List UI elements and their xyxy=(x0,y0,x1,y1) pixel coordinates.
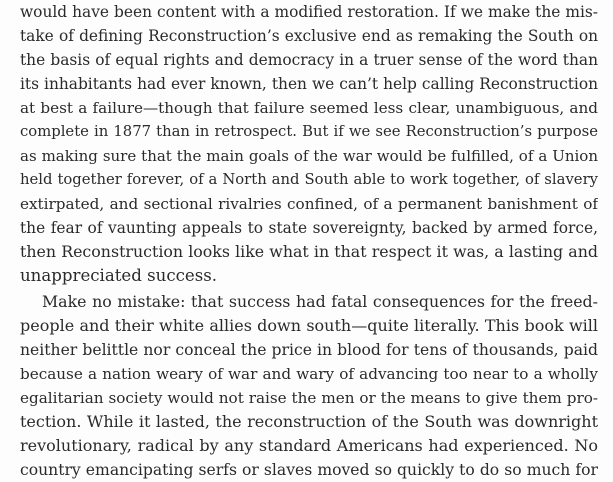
text-line: the basis of equal rights and democracy in a truer sense of the word than xyxy=(20,51,598,69)
text-line: extirpated, and sectional rivalries confined, of a permanent banishment of xyxy=(20,195,598,213)
text-line: people and their white allies down south—quite literally. This book will xyxy=(20,316,598,335)
text-line: country emancipating serfs or slaves moved so quickly to do so much for xyxy=(20,461,598,479)
text-line: neither belittle nor conceal the price in blood for tens of thousands, paid xyxy=(20,341,598,359)
text-line: held together forever, of a North and South able to work together, of slavery xyxy=(20,171,598,188)
text-line: the fear of vaunting appeals to state sovereignty, backed by armed force, xyxy=(20,219,598,237)
text-line: unappreciated success. xyxy=(20,266,218,285)
text-line: take of defining Reconstruction’s exclusive end as remaking the South on xyxy=(20,27,598,45)
text-line: Make no mistake: that success had fatal consequences for the freed- xyxy=(42,292,598,311)
text-line: egalitarian society would not raise the men or the means to give them pro- xyxy=(20,389,598,407)
text-line: revolutionary, radical by any standard Americans had experienced. No xyxy=(20,436,598,455)
text-line: tection. While it lasted, the reconstruction of the South was downright xyxy=(20,412,598,431)
text-line: complete in 1877 than in retrospect. But if we see Reconstruction’s purpose xyxy=(20,123,598,140)
text-line: then Reconstruction looks like what in that respect it was, a lasting and xyxy=(20,242,598,261)
text-line: at best a failure—though that failure seemed less clear, unambiguous, and xyxy=(20,99,598,117)
text-line: as making sure that the main goals of the war would be fulfilled, of a Union xyxy=(20,147,598,165)
text-line: because a nation weary of war and wary of advancing too near to a wholly xyxy=(20,365,598,383)
text-line: its inhabitants had ever known, then we can’t help calling Reconstruction xyxy=(20,75,598,93)
text-line: would have been content with a modified restoration. If we make the mis- xyxy=(20,3,598,21)
